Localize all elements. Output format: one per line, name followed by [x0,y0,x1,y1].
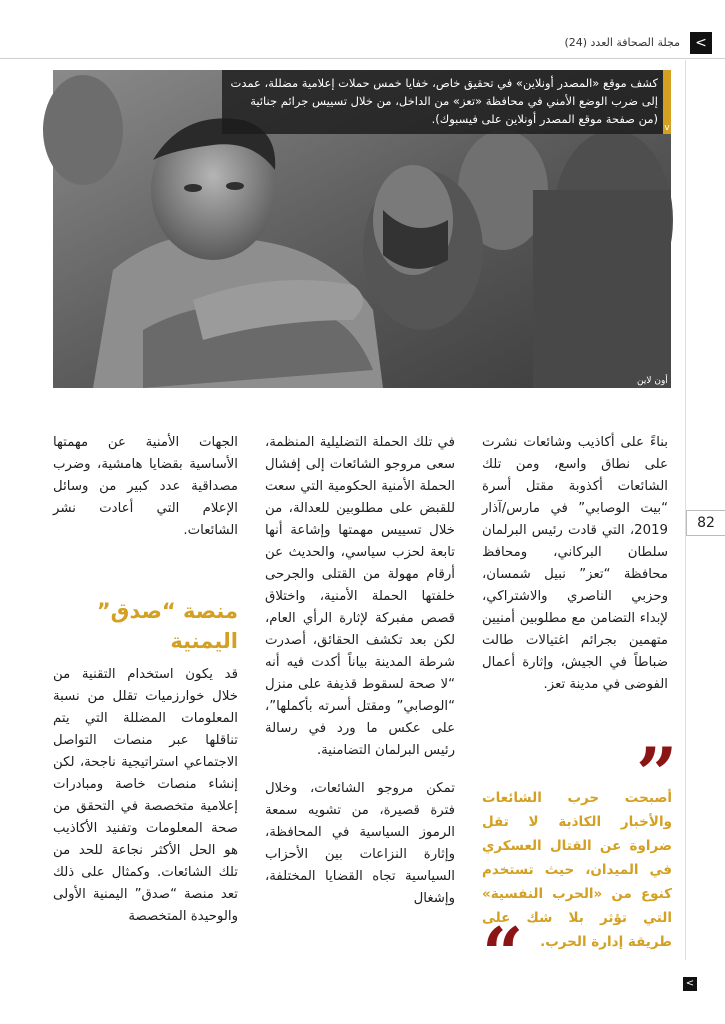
quote-open-icon: ” [636,731,678,816]
chevron-down-icon[interactable]: v [664,123,670,133]
header-divider [0,58,725,59]
paragraph: قد يكون استخدام التقنية من خلال خوارزميات تقلل من نسبة المعلومات المضللة التي يتم تناقلها عبر منصات التواصل الاجتماعي استراتيجية ناجحة، لكن إنشاء منصات خاصة ومبادرات إعلامية متخصصة في التحقق من صحة المعلومات وتفنيد الأكاذيب هو الحل الأكثر نجاعة للحد من تلك الشائعات. وكمثال على ذلك تعد منصة “صدق” اليمنية الأولى والوحيدة المتخصصة [53,667,238,924]
section-heading: منصة “صدق” اليمنية [96,599,238,653]
article-column-left-lower [53,664,238,944]
photo-caption-box [222,70,671,134]
logo-latin: ALMASDAR ONLINE [555,420,649,429]
paragraph: في تلك الحملة التضليلية المنظمة، سعى مروجو الشائعات إلى إفشال الحملة الأمنية الحكومية التي سعت للقبض على مطلوبين للعدالة، من خلال تسييس مهمتها وإشاعة أنها تابعة لحزب سياسي، والحديث عن أرقام مهولة من القتلى والجرحى خلفتها الحملة الأمنية، واختلاق قصص مفبركة لإثارة الرأي العام، لكن بعد تكشف الحقائق، أصدرت شرطة المدينة بياناً أكدت فيه أنه “لا صحة لسقوط قذيفة على منزل “الوصابي” ومقتل أسرته بأكملها”، على عكس ما ورد في رسالة رئيس البرلمان التضامنية. [265,435,455,758]
article-column-middle [265,432,455,926]
paragraph: الجهات الأمنية عن مهمتها الأساسية بقضايا هامشية، وضرب مصداقية عدد كبير من وسائل الإعلام التي أعادت نشر الشائعات. [53,435,238,538]
logo-tagline: أون لاين [637,376,668,386]
paragraph: بناءً على أكاذيب وشائعات نشرت على نطاق واسع، ومن تلك الشائعات أكذوبة مقتل أسرة “بيت الوصابي” في مارس/آذار 2019، التي قادت رئيس البرلمان سلطان البركاني، ومحافظ محافظة “تعز” نبيل شمسان، وحزبي الناصري والاشتراكي، لإبداء التضامن مع مطلوبين أمنيين متهمين بجرائم اغتيالات طالت ضباطاً في الجيش، وإثارة أعمال الفوضى في مدينة تعز. [482,435,668,692]
quote-close-icon: “ [482,911,524,996]
magazine-issue-title: مجلة الصحافة العدد (24) [564,36,680,49]
pull-quote: أصبحت حرب الشائعات والأخبار الكاذبة لا تقل ضراوة عن القتال العسكري في الميدان، حيث تستخدم كنوع من «الحرب النفسية» التي تؤثر بلا شك على طريقة إدارة الحرب. [482,790,672,950]
paragraph: تمكن مروجو الشائعات، وخلال فترة قصيرة، من تشويه سمعة الرموز السياسية في المحافظة، وإثارة النزاعات بين الأحزاب السياسية تجاه القضايا المختلفة، وإشغال [265,781,455,906]
almasdar-logo [553,376,673,436]
chevron-left-icon[interactable]: < [690,32,712,54]
article-column-right [482,432,668,712]
logo-wordmark: المصدر [565,386,671,421]
article-column-left [53,432,238,558]
chevron-left-icon[interactable]: < [683,977,697,991]
photo-caption: كشف موقع «المصدر أونلاين» في تحقيق خاص، خفايا خمس حملات إعلامية مضللة، عمدت إلى ضرب الوضع الأمني في محافظة «تعز» من الداخل، من خلال تسييس جرائم جنائية (من صفحة موقع المصدر أونلاين على فيسبوك). [230,76,658,126]
page-number: 82 [686,510,725,536]
